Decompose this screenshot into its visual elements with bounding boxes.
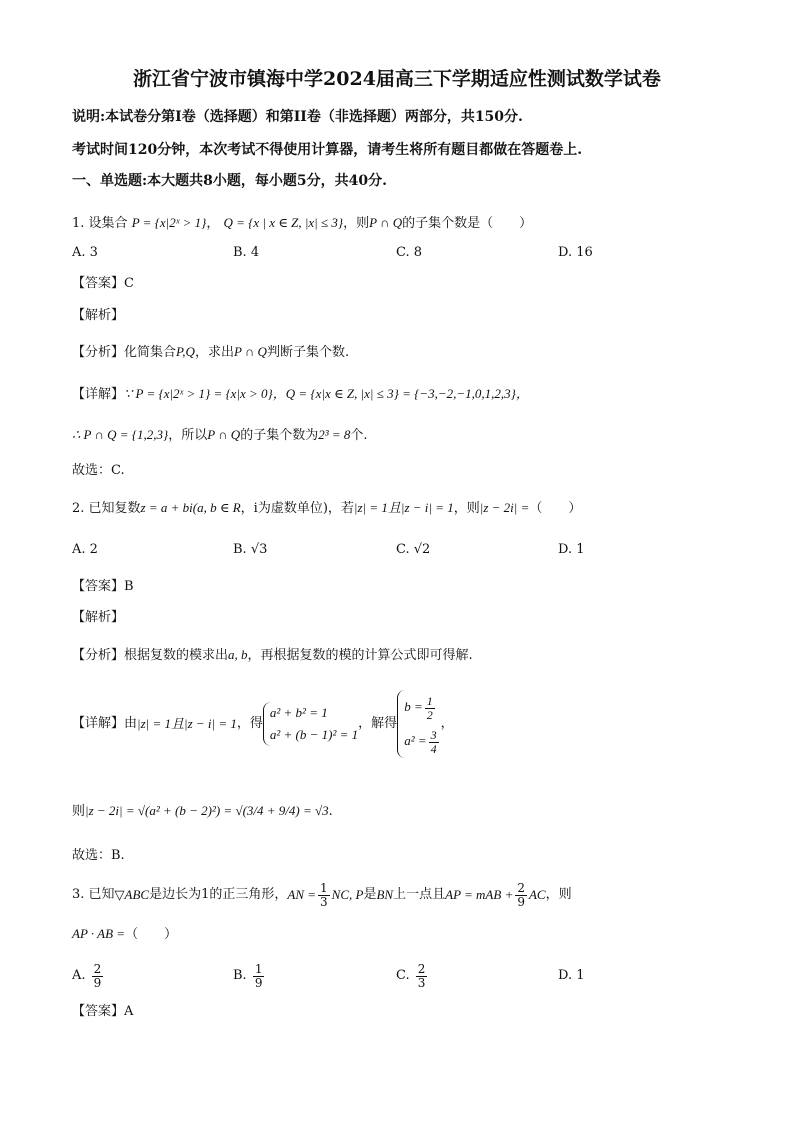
q1-jiexi: 【解析】 <box>72 308 125 323</box>
exam-title: 浙江省宁波市镇海中学2024届高三下学期适应性测试数学试卷 <box>133 68 661 90</box>
q1-detail-1: 【详解】∵ P = {x|2ˣ > 1} = {x|x > 0}，Q = {x|x ∈ Z, |x| ≤ 3} = {−3,−2,−1,0,1,2,3}， <box>72 386 529 402</box>
q1-option-d: D. 16 <box>558 245 593 260</box>
q2-choose: 故选：B. <box>72 848 125 863</box>
q3-stem: 3. 已知 ▽ABC 是边长为1的正三角形， AN = $\frac{1}{3}$ NC, P 是 BN 上一点且 AP = mAB + $\frac{2}{9}$ AC ，则 <box>72 880 572 909</box>
q1-pq: P ∩ Q <box>369 215 403 230</box>
q1-answer: 【答案】C <box>72 276 134 291</box>
q3-ask: AP · AB =（ ） <box>72 926 178 942</box>
q2-detail: 【详解】 由 |z| = 1且|z − i| = 1 ，得 a² + b² = 1 a² + (b − 1)² = 1 ，解得 b = $\frac{1}{2}$ a² = $\frac{3}{4}$ ， <box>72 689 454 759</box>
q2-analysis: 【分析】根据复数的模求出a, b，再根据复数的模的计算公式即可得解. <box>72 647 473 663</box>
intro-line-1: 说明:本试卷分第I卷（选择题）和第II卷（非选择题）两部分，共150分. <box>72 109 523 125</box>
q3-option-a: A. $\frac{2}{9}$ <box>72 961 102 990</box>
q1-option-b: B. 4 <box>233 245 260 260</box>
section-heading: 一、单选题:本大题共8小题，每小题5分，共40分. <box>72 173 388 189</box>
q3-option-c: C. $\frac{2}{3}$ <box>396 961 426 990</box>
q2-option-a: A. 2 <box>72 542 98 557</box>
q2-option-b: B. √3 <box>233 542 268 557</box>
q1-set-p: P = {x|2ˣ > 1} <box>131 215 207 230</box>
q3-option-d: D. 1 <box>558 968 585 983</box>
q2-jiexi: 【解析】 <box>72 610 125 625</box>
q2-equation-system: a² + b² = 1 a² + (b − 1)² = 1 <box>263 702 358 746</box>
q2-solution-system: b = $\frac{1}{2}$ a² = $\frac{3}{4}$ <box>397 690 440 758</box>
q1-option-a: A. 3 <box>72 245 98 260</box>
q2-result: 则|z − 2i| = √(a² + (b − 2)²) = √(3/4 + 9/4) = √3. <box>72 803 333 819</box>
q3-answer: 【答案】A <box>72 1004 134 1019</box>
q2-stem: 2. 已知复数z = a + bi(a, b ∈ R，i为虚数单位)，若|z| = 1且|z − i| = 1，则|z − 2i| =（ ） <box>72 500 582 516</box>
q3-option-b: B. $\frac{1}{9}$ <box>233 961 263 990</box>
q1-detail-2: ∴ P ∩ Q = {1,2,3}，所以P ∩ Q的子集个数为2³ = 8个. <box>72 427 368 443</box>
q2-option-d: D. 1 <box>558 542 585 557</box>
q1-set-q: Q = {x | x ∈ Z, |x| ≤ 3} <box>223 215 344 230</box>
q2-option-c: C. √2 <box>396 542 431 557</box>
q2-answer: 【答案】B <box>72 579 134 594</box>
intro-line-2: 考试时间120分钟，本次考试不得使用计算器，请考生将所有题目都做在答题卷上. <box>72 142 583 158</box>
q1-analysis: 【分析】化简集合P,Q，求出P ∩ Q判断子集个数. <box>72 344 350 360</box>
q1-option-c: C. 8 <box>396 245 423 260</box>
q1-stem: 1. 设集合 P = {x|2ˣ > 1}， Q = {x | x ∈ Z, |x| ≤ 3}，则P ∩ Q的子集个数是（ ） <box>72 215 533 231</box>
q1-choose: 故选：C. <box>72 463 125 478</box>
